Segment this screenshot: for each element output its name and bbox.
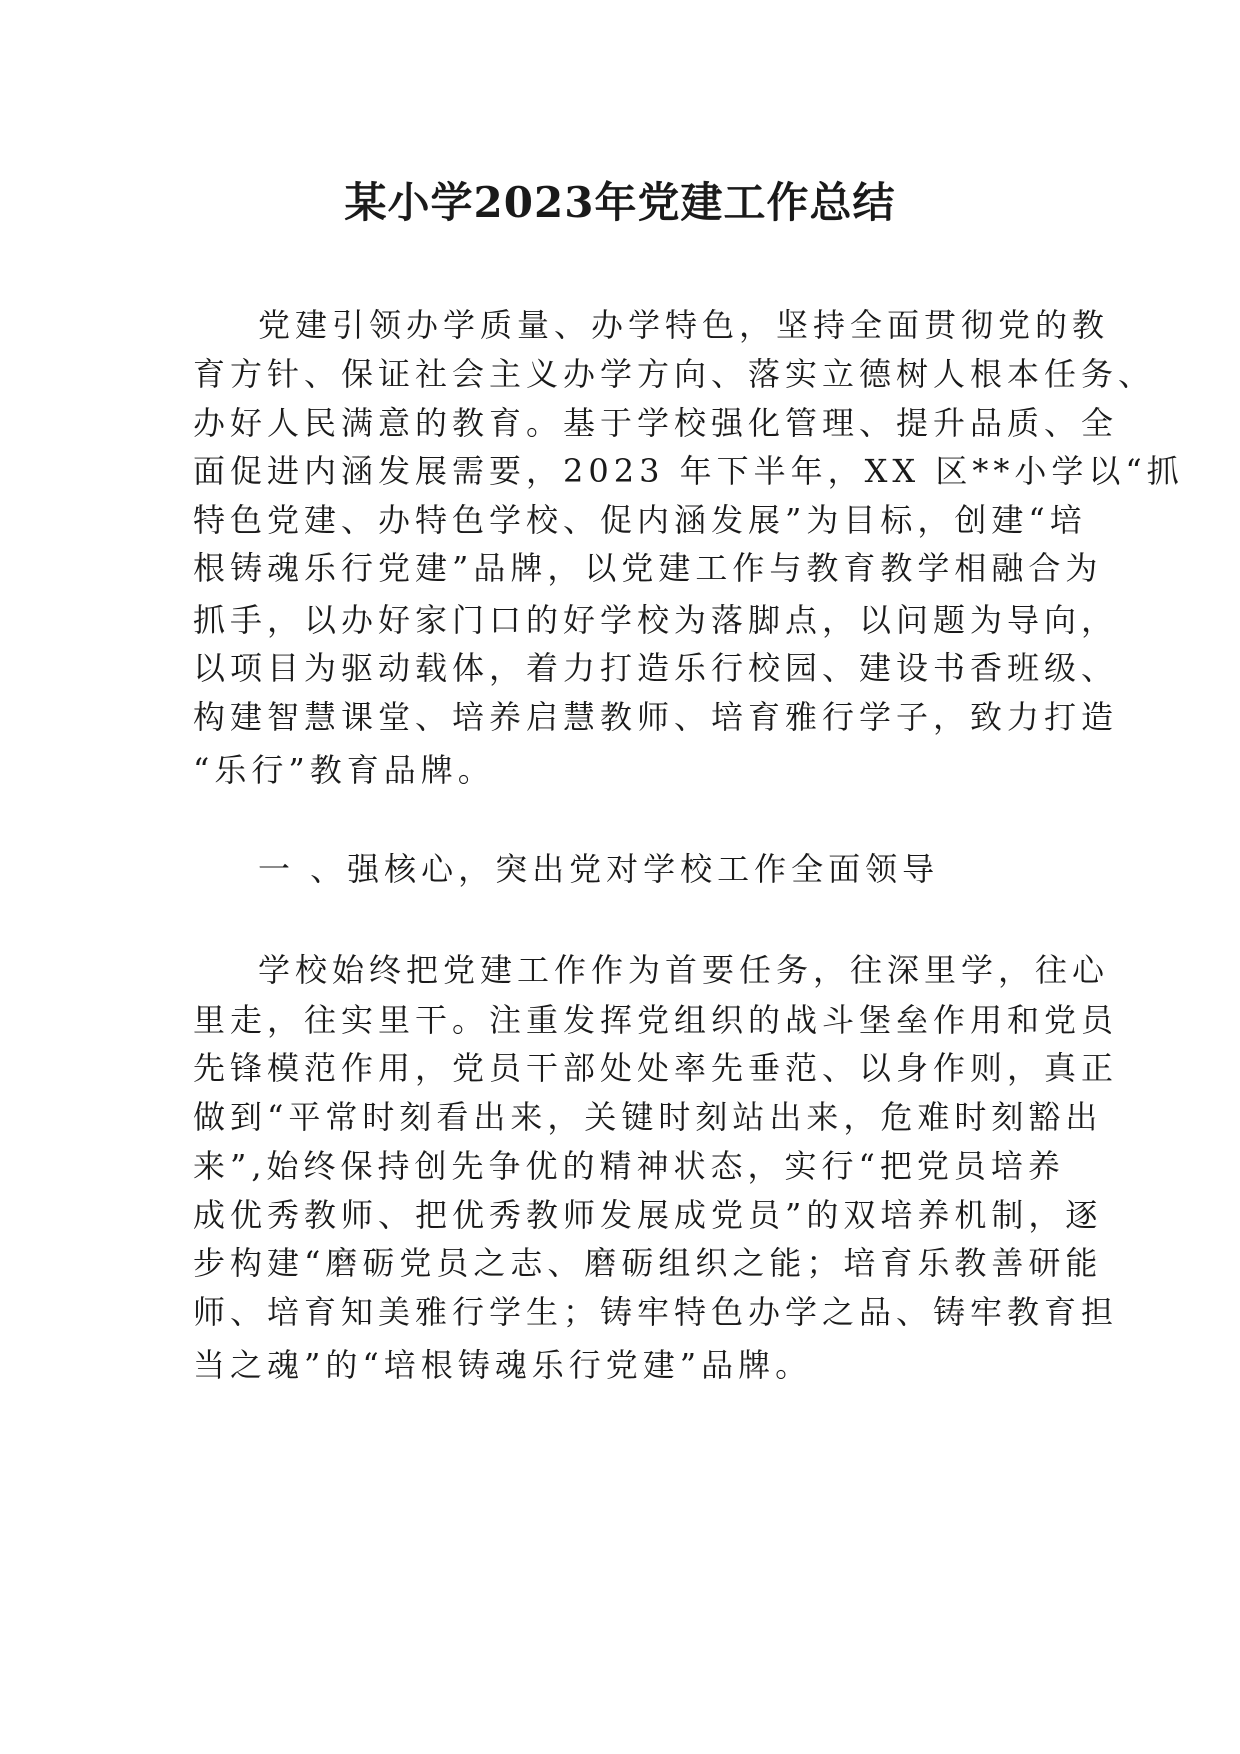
paragraph-1-line: 特色党建、办特色学校、促内涵发展”为目标，创建“培	[193, 501, 1087, 539]
section-heading: 一 、强核心，突出党对学校工作全面领导	[258, 850, 940, 888]
paragraph-1-line: 抓手，以办好家门口的好学校为落脚点，以问题为导向，	[193, 601, 1119, 639]
paragraph-2-line: 成优秀教师、把优秀教师发展成党员”的双培养机制，逐	[193, 1196, 1103, 1234]
paragraph-1-line: “乐行”教育品牌。	[193, 751, 495, 789]
paragraph-1-line: 办好人民满意的教育。基于学校强化管理、提升品质、全	[193, 404, 1119, 442]
paragraph-1-line: 党建引领办学质量、办学特色，坚持全面贯彻党的教	[258, 306, 1110, 344]
paragraph-2-line: 步构建“磨砺党员之志、磨砺组织之能；培育乐教善研能	[193, 1244, 1103, 1282]
paragraph-1-line: 育方针、保证社会主义办学方向、落实立德树人根本任务、	[193, 355, 1156, 393]
paragraph-2-line: 当之魂”的“培根铸魂乐行党建”品牌。	[193, 1346, 813, 1384]
paragraph-2-line: 做到“平常时刻看出来，关键时刻站出来，危难时刻豁出	[193, 1098, 1103, 1136]
paragraph-2-line: 学校始终把党建工作作为首要任务，往深里学，往心	[258, 951, 1110, 989]
paragraph-2-line: 里走，往实里干。注重发挥党组织的战斗堡垒作用和党员	[193, 1001, 1119, 1039]
document-title: 某小学2023年党建工作总结	[344, 178, 896, 227]
paragraph-2-line: 先锋模范作用，党员干部处处率先垂范、以身作则，真正	[193, 1049, 1119, 1087]
paragraph-1-line: 构建智慧课堂、培养启慧教师、培育雅行学子，致力打造	[193, 698, 1119, 736]
paragraph-1-line: 根铸魂乐行党建”品牌，以党建工作与教育教学相融合为	[193, 549, 1103, 587]
paragraph-1-line: 以项目为驱动载体，着力打造乐行校园、建设书香班级、	[193, 649, 1119, 687]
paragraph-1-line: 面促进内涵发展需要，2023 年下半年，XX 区**小学以“抓	[193, 452, 1184, 490]
paragraph-2-line: 师、培育知美雅行学生；铸牢特色办学之品、铸牢教育担	[193, 1293, 1119, 1331]
paragraph-2-line: 来”,始终保持创先争优的精神状态，实行“把党员培养	[193, 1147, 1065, 1185]
